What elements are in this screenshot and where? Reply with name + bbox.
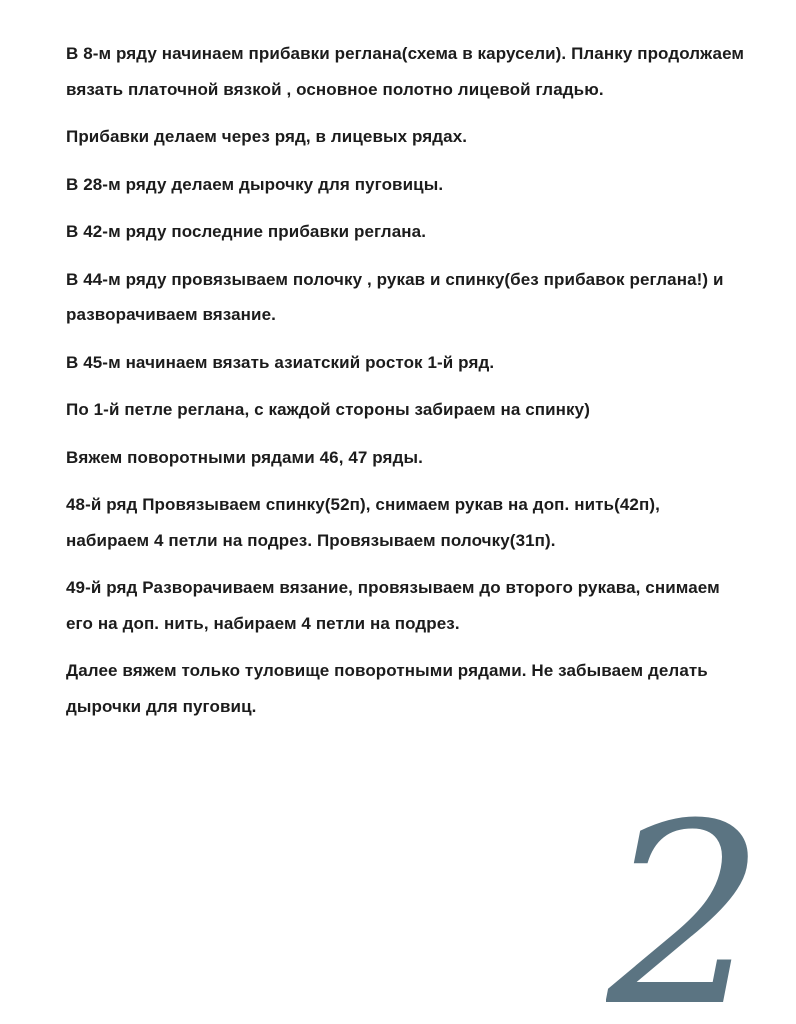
instructions-text [66, 36, 746, 736]
paragraph-body-only: Далее вяжем только туловище поворотными рядами. Не забываем делать дырочки для пуговиц. [66, 661, 708, 716]
paragraph-increases: Прибавки делаем через ряд, в лицевых рядах. [66, 127, 468, 146]
page-number-text: 2 [606, 806, 766, 1016]
paragraph-raglan-start: В 8-м ряду начинаем прибавки реглана(схема в карусели). Планку продолжаем вязать платочной вязкой , основное полотно лицевой гладью. [66, 44, 745, 99]
paragraph-last-increases: В 42-м ряду последние прибавки реглана. [66, 222, 427, 241]
page-number [606, 806, 766, 1016]
paragraph-row-48: 48-й ряд Провязываем спинку(52п), снимаем рукав на доп. нить(42п), набираем 4 петли на подрез. Провязываем полочку(31п). [66, 495, 660, 550]
paragraph-buttonhole: В 28-м ряду делаем дырочку для пуговицы. [66, 174, 444, 194]
paragraph-row-49: 49-й ряд Разворачиваем вязание, провязываем до второго рукава, снимаем его на доп. нить, набираем 4 петли на подрез. [66, 578, 720, 633]
paragraph-raglan-loop: По 1-й петле реглана, с каждой стороны забираем на спинку) [66, 400, 590, 419]
paragraph-row-45: В 45-м начинаем вязать азиатский росток 1-й ряд. [66, 352, 495, 372]
paragraph-row-44: В 44-м ряду провязываем полочку , рукав и спинку(без прибавок реглана!) и разворачиваем вязание. [66, 269, 724, 324]
paragraph-turning-rows: Вяжем поворотными рядами 46, 47 ряды. [66, 447, 423, 467]
